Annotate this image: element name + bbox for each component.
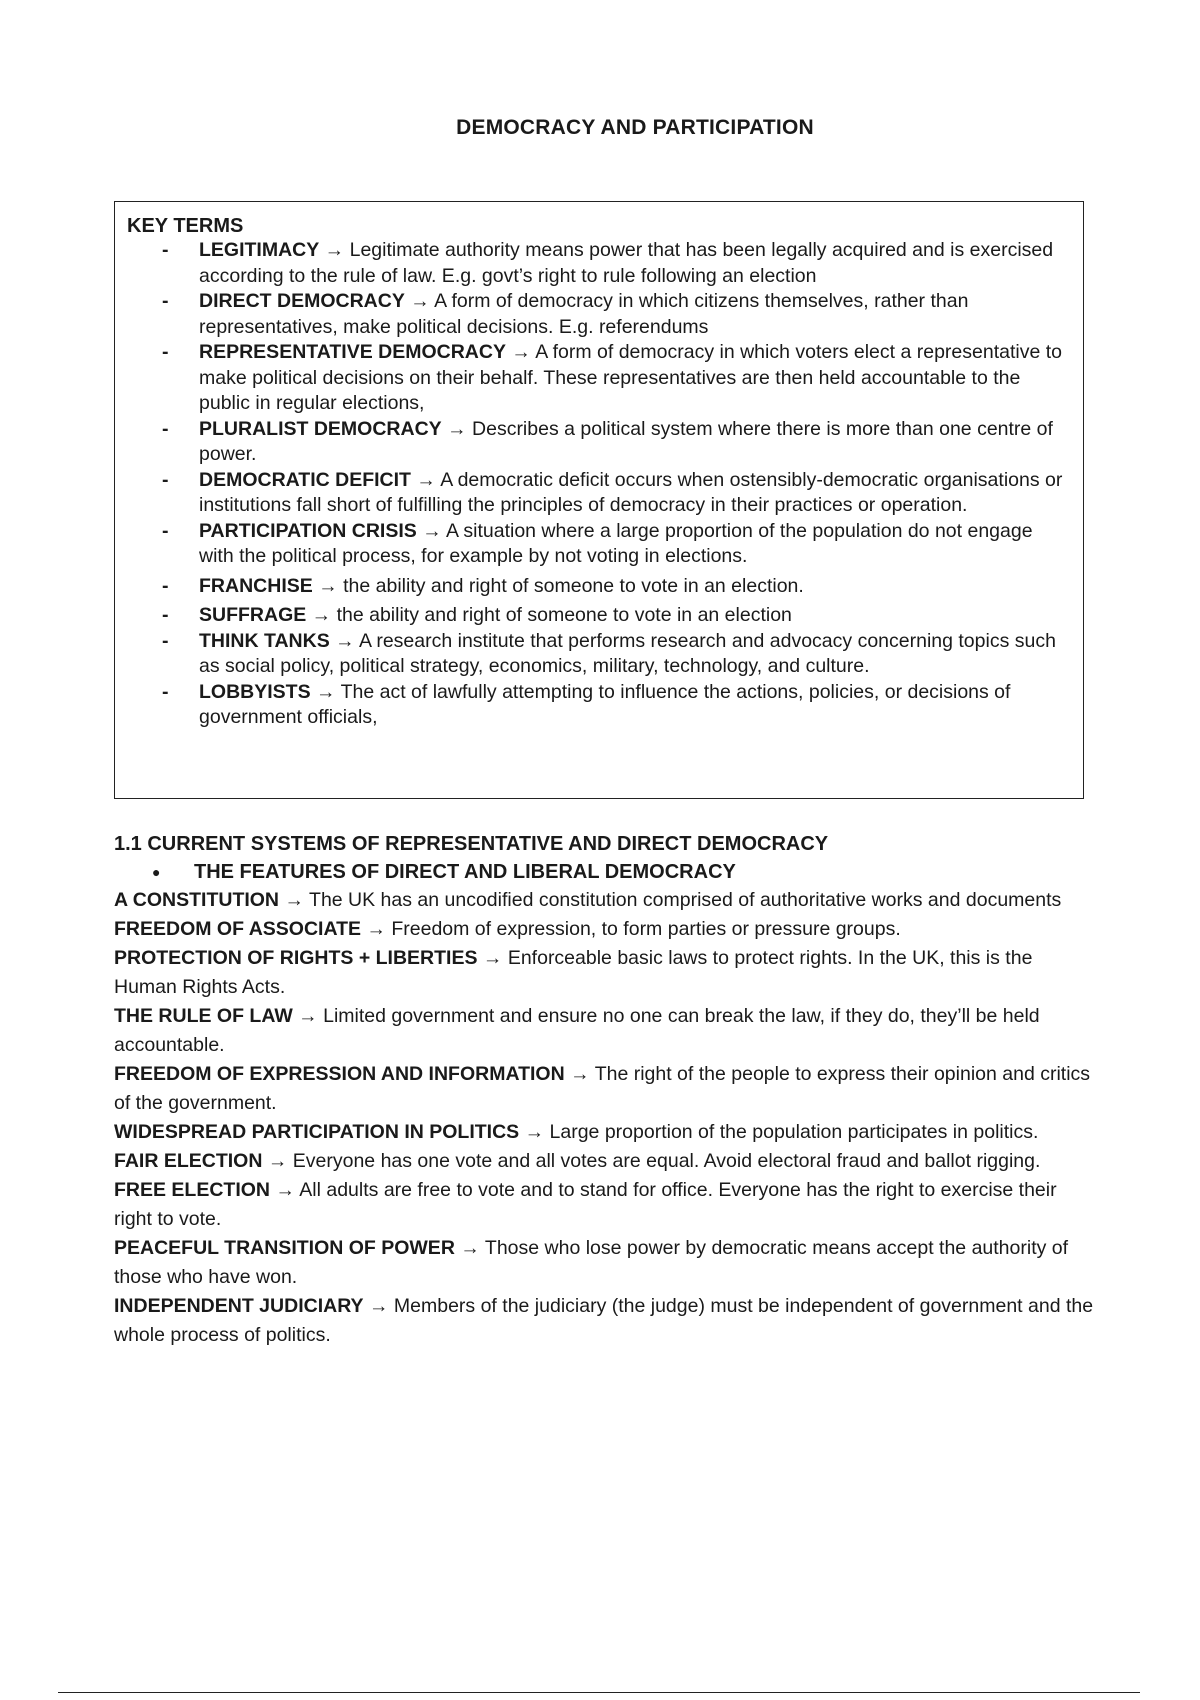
feature-definition: Freedom of expression, to form parties or pressure groups. xyxy=(391,918,901,940)
dash-bullet: - xyxy=(162,680,169,703)
dash-bullet: - xyxy=(162,629,169,652)
dash-bullet: - xyxy=(162,468,169,491)
feature-item xyxy=(114,1234,1094,1292)
dash-bullet: - xyxy=(162,574,169,597)
key-term-definition: A democratic deficit occurs when ostensibly-democratic organisations or institutions fall short of fulfilling the principles of democracy in their practices or operation. xyxy=(199,468,1063,516)
arrow: → xyxy=(368,1295,389,1317)
bullet-dot: ● xyxy=(152,864,161,880)
key-terms-list xyxy=(127,238,1071,731)
page-title: DEMOCRACY AND PARTICIPATION xyxy=(456,116,814,139)
dash-bullet: - xyxy=(162,519,169,542)
key-term-definition: A research institute that performs research and advocacy concerning topics such as social policy, political strategy, economics, military, technology, and culture. xyxy=(199,629,1056,677)
key-term-definition: the ability and right of someone to vote in an election. xyxy=(343,574,804,597)
arrow: → xyxy=(511,341,531,363)
key-term-definition: A situation where a large proportion of the population do not engage with the political process, for example by not voting in elections. xyxy=(199,519,1033,567)
arrow: → xyxy=(410,290,430,312)
dash-bullet: - xyxy=(162,290,169,312)
arrow: → xyxy=(267,1150,288,1172)
feature-item xyxy=(114,886,1094,915)
key-term-item xyxy=(127,629,1071,680)
arrow: → xyxy=(311,604,332,626)
key-term-name: REPRESENTATIVE DEMOCRACY xyxy=(199,341,506,363)
key-term-name: THINK TANKS xyxy=(199,629,330,652)
feature-item xyxy=(114,1147,1094,1176)
footer-divider xyxy=(58,1692,1140,1693)
feature-definition: Everyone has one vote and all votes are equal. Avoid electoral fraud and ballot rigging. xyxy=(292,1150,1041,1172)
key-term-name: DIRECT DEMOCRACY xyxy=(199,290,405,312)
feature-definition: Limited government and ensure no one can break the law, if they do, they’ll be held accountable. xyxy=(114,1005,1040,1056)
feature-definition: The right of the people to express their opinion and critics of the government. xyxy=(114,1063,1091,1114)
key-term-item xyxy=(127,417,1071,468)
arrow: → xyxy=(460,1237,480,1259)
arrow: → xyxy=(416,468,436,491)
key-term-name: LOBBYISTS xyxy=(199,680,311,703)
key-terms-box xyxy=(114,201,1084,799)
feature-term: INDEPENDENT JUDICIARY xyxy=(114,1295,364,1317)
arrow: → xyxy=(482,947,503,969)
feature-item xyxy=(114,1292,1094,1350)
key-term-definition: Describes a political system where there is more than one centre of power. xyxy=(199,417,1053,465)
feature-term: A CONSTITUTION xyxy=(114,889,280,911)
arrow: → xyxy=(524,1121,545,1143)
subheading-text: THE FEATURES OF DIRECT AND LIBERAL DEMOCRACY xyxy=(194,861,736,883)
key-term-definition: A form of democracy in which voters elect a representative to make political decisions on their behalf. These representatives are then held accountable to the public in regular elections, xyxy=(199,341,1062,414)
key-term-definition: The act of lawfully attempting to influence the actions, policies, or decisions of government officials, xyxy=(199,680,1011,728)
feature-term: FAIR ELECTION xyxy=(114,1150,263,1172)
key-term-definition: Legitimate authority means power that has been legally acquired and is exercised according to the rule of law. E.g. govt’s right to rule following an election xyxy=(199,239,1054,287)
key-term-name: PARTICIPATION CRISIS xyxy=(199,519,417,542)
feature-term: FREEDOM OF ASSOCIATE xyxy=(114,918,362,940)
key-term-name: PLURALIST DEMOCRACY xyxy=(199,417,442,440)
key-term-item xyxy=(127,289,1071,340)
dash-bullet: - xyxy=(162,341,169,363)
feature-definition: Enforceable basic laws to protect rights. In the UK, this is the Human Rights Acts. xyxy=(114,947,1033,998)
feature-term: PEACEFUL TRANSITION OF POWER xyxy=(114,1237,455,1259)
key-term-item xyxy=(127,603,1071,629)
feature-item xyxy=(114,1002,1094,1060)
features-section xyxy=(114,830,1094,1350)
section-subheading xyxy=(114,858,1094,886)
feature-definition: Large proportion of the population participates in politics. xyxy=(549,1121,1039,1143)
feature-item xyxy=(114,1060,1094,1118)
key-term-item xyxy=(127,574,1071,600)
feature-item xyxy=(114,915,1094,944)
feature-item xyxy=(114,944,1094,1002)
arrow: → xyxy=(570,1063,590,1085)
section-heading: 1.1 CURRENT SYSTEMS OF REPRESENTATIVE AND DIRECT DEMOCRACY xyxy=(114,833,829,855)
dash-bullet: - xyxy=(162,604,169,626)
dash-bullet: - xyxy=(162,417,169,440)
feature-term: FREE ELECTION xyxy=(114,1179,271,1201)
feature-definition: The UK has an uncodified constitution comprised of authoritative works and documents xyxy=(309,889,1062,911)
feature-term: THE RULE OF LAW xyxy=(114,1005,293,1027)
key-term-name: DEMOCRATIC DEFICIT xyxy=(199,468,411,491)
key-term-name: LEGITIMACY xyxy=(199,239,320,261)
arrow: → xyxy=(335,629,355,652)
key-term-name: SUFFRAGE xyxy=(199,604,307,626)
feature-definition: Those who lose power by democratic means accept the authority of those who have won. xyxy=(114,1237,1069,1288)
feature-definition: All adults are free to vote and to stand for office. Everyone has the right to exercise their right to vote. xyxy=(114,1179,1057,1230)
key-term-item xyxy=(127,340,1071,417)
feature-term: FREEDOM OF EXPRESSION AND INFORMATION xyxy=(114,1063,565,1085)
arrow: → xyxy=(324,239,345,261)
key-term-item xyxy=(127,238,1071,289)
arrow: → xyxy=(298,1005,318,1027)
key-term-name: FRANCHISE xyxy=(199,574,313,597)
arrow: → xyxy=(275,1179,295,1201)
dash-bullet: - xyxy=(162,239,169,261)
feature-term: PROTECTION OF RIGHTS + LIBERTIES xyxy=(114,947,478,969)
arrow: → xyxy=(366,918,386,940)
key-term-definition: the ability and right of someone to vote in an election xyxy=(336,604,792,626)
feature-item xyxy=(114,1176,1094,1234)
key-term-item xyxy=(127,468,1071,519)
key-term-definition: A form of democracy in which citizens themselves, rather than representatives, make political decisions. E.g. referendums xyxy=(199,290,969,338)
key-terms-heading: KEY TERMS xyxy=(127,215,244,237)
key-term-item xyxy=(127,680,1071,731)
key-term-item xyxy=(127,519,1071,570)
arrow: → xyxy=(316,680,336,703)
feature-item xyxy=(114,1118,1094,1147)
arrow: → xyxy=(422,519,442,542)
arrow: → xyxy=(318,574,338,597)
arrow: → xyxy=(447,417,467,440)
feature-definition: Members of the judiciary (the judge) must be independent of government and the whole process of politics. xyxy=(114,1295,1094,1346)
feature-term: WIDESPREAD PARTICIPATION IN POLITICS xyxy=(114,1121,520,1143)
arrow: → xyxy=(284,889,304,911)
